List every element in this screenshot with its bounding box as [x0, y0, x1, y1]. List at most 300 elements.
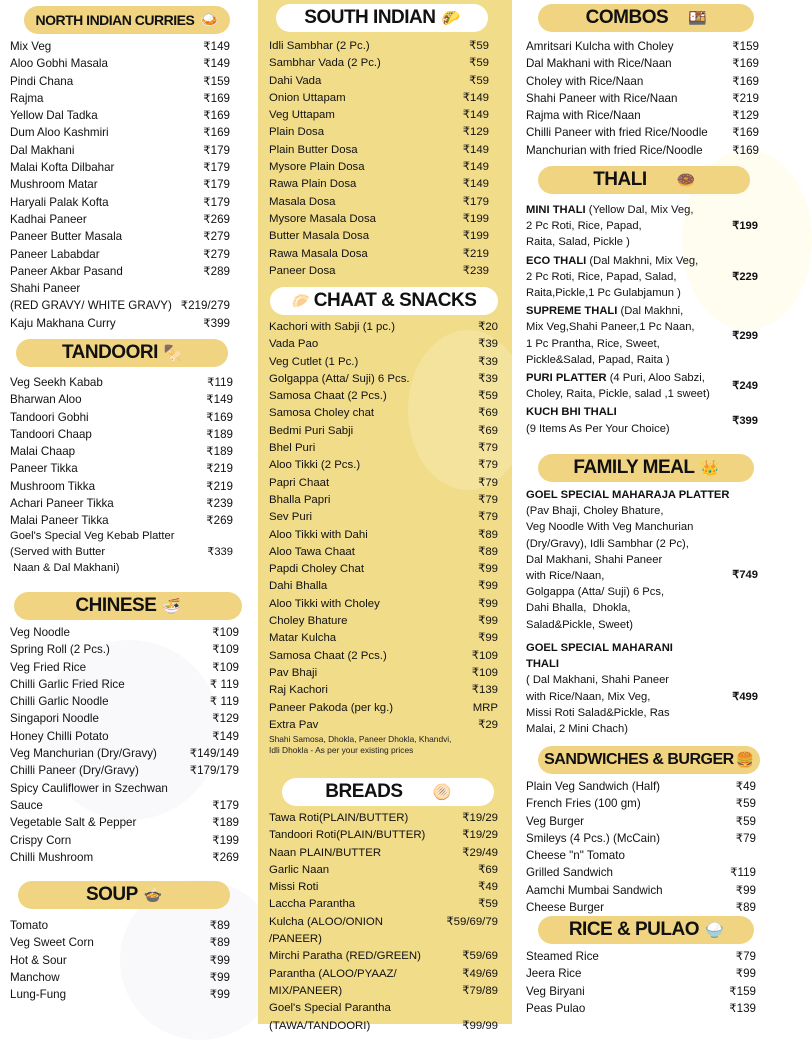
- menu-item: [269, 38, 489, 55]
- menu-item: [10, 38, 230, 55]
- thali-item: [526, 404, 758, 436]
- item-price: ₹199: [462, 212, 489, 225]
- item-name: Malai Paneer Tikka: [10, 514, 109, 528]
- item-name: Idli Sambhar (2 Pc.): [269, 40, 370, 52]
- section-header-soup: [18, 881, 230, 909]
- item-price: ₹49/69: [462, 967, 498, 980]
- item-name: Shahi Paneer with Rice/Naan: [526, 91, 678, 105]
- item-name: Achari Paneer Tikka: [10, 497, 114, 511]
- menu-item: [526, 73, 759, 90]
- item-heading: GOEL SPECIAL MAHARANI: [526, 642, 673, 654]
- item-name: Vegetable Salt & Pepper: [10, 816, 137, 830]
- item-price: ₹169: [203, 126, 230, 140]
- item-name: Jeera Rice: [526, 967, 582, 981]
- item-price: ₹189: [206, 445, 233, 459]
- menu-item: [269, 423, 498, 440]
- menu-item: [269, 124, 489, 141]
- menu-item: [269, 578, 498, 595]
- item-price: ₹59: [469, 74, 489, 87]
- menu-item: [10, 745, 239, 762]
- menu-item: [10, 952, 230, 969]
- item-price: ₹19/29: [462, 812, 498, 824]
- item-price: ₹149: [462, 161, 489, 174]
- item-name: Mushroom Matar: [10, 178, 98, 192]
- item-name: MIX/PANEER): [269, 984, 343, 997]
- item-price: ₹279: [203, 230, 230, 244]
- item-name: Papri Chaat: [269, 476, 330, 489]
- item-price: ₹269: [203, 212, 230, 226]
- item-name: Plain Dosa: [269, 126, 325, 139]
- menu-item: [269, 246, 489, 263]
- menu-item: [10, 986, 230, 1003]
- item-name: Tawa Roti(PLAIN/BUTTER): [269, 812, 409, 824]
- burger-icon: 🍔: [735, 752, 754, 769]
- item-price: ₹249: [732, 380, 758, 393]
- item-price: ₹199: [212, 833, 239, 847]
- menu-item: [269, 665, 498, 682]
- menu-item: [269, 983, 498, 1000]
- item-name: Kachori with Sabji (1 pc.): [269, 321, 395, 333]
- noodles-icon: 🍜: [162, 598, 181, 615]
- item-name: Sauce: [10, 798, 43, 812]
- item-description: (9 Items As Per Your Choice): [526, 422, 670, 435]
- column-right: [512, 0, 768, 1024]
- item-price: ₹159: [203, 74, 230, 88]
- item-name: Lung-Fung: [10, 988, 67, 1002]
- item-price: ₹99: [478, 615, 498, 628]
- item-name: Grilled Sandwich: [526, 866, 613, 880]
- menu-item: [10, 228, 230, 245]
- section-title: CHINESE: [75, 595, 157, 616]
- item-price: ₹29/49: [462, 846, 498, 859]
- menu-item: [10, 73, 230, 90]
- menu-item: [10, 710, 239, 727]
- menu-item: [269, 336, 498, 353]
- item-price: ₹129: [462, 126, 489, 139]
- item-price: ₹289: [203, 264, 230, 278]
- item-name: Masala Dosa: [269, 195, 336, 208]
- section-title: TANDOORI: [61, 342, 158, 363]
- menu-item: [269, 371, 498, 388]
- item-price: ₹499: [732, 691, 758, 703]
- thali-item: [526, 202, 758, 251]
- item-description: Mix Veg,Shahi Paneer,1 Pc Naan,: [526, 321, 695, 334]
- item-name: Veg Cutlet (1 Pc.): [269, 355, 359, 368]
- tandoori-list: [10, 374, 233, 530]
- item-heading: KUCH BHI THALI: [526, 406, 617, 419]
- section-title: RICE & PULAO: [568, 919, 699, 940]
- description-line: Dal Makhani, Shahi Paneer: [526, 553, 663, 566]
- menu-item: [526, 55, 759, 72]
- section-title: CHAAT & SNACKS: [313, 290, 477, 311]
- item-name: Manchurian with fried Rice/Noodle: [526, 143, 703, 157]
- item-price: ₹179: [462, 195, 489, 208]
- menu-item: [526, 107, 759, 124]
- item-name: Aloo Tikki with Dahi: [269, 528, 368, 541]
- item-name: Goel's Special Parantha: [269, 1002, 391, 1015]
- item-name: Aloo Tikki (2 Pcs.): [269, 459, 361, 472]
- item-price: ₹149: [462, 178, 489, 191]
- item-price: ₹199: [732, 220, 758, 233]
- item-price: ₹99: [478, 597, 498, 610]
- description-line: Salad&Pickle, Sweet): [526, 618, 633, 631]
- item-name: Dum Aloo Kashmiri: [10, 126, 109, 140]
- menu-item: [526, 778, 756, 795]
- item-price: ₹99/99: [462, 1019, 498, 1032]
- thali-list: [526, 202, 758, 439]
- item-name: Parantha (ALOO/PYAAZ/: [269, 967, 397, 980]
- description-line: (Pav Bhaji, Choley Bhature,: [526, 505, 664, 518]
- item-name: Plain Butter Dosa: [269, 143, 358, 156]
- menu-item: [10, 917, 230, 934]
- item-name: Hot & Sour: [10, 953, 67, 967]
- item-name: Dahi Vada: [269, 74, 322, 87]
- menu-item: [10, 159, 230, 176]
- item-name: Amritsari Kulcha with Choley: [526, 40, 674, 53]
- item-name: Raj Kachori: [269, 684, 328, 697]
- item-price: ₹189: [206, 427, 233, 441]
- item-price: ₹89: [209, 936, 230, 950]
- item-name: (RED GRAVY/ WHITE GRAVY): [10, 299, 172, 313]
- menu-item: [526, 899, 756, 916]
- item-price: ₹169: [732, 126, 759, 140]
- breads-list: [269, 810, 498, 1035]
- item-name: Chilli Garlic Noodle: [10, 695, 109, 709]
- item-description: Raita, Salad, Pickle ): [526, 236, 630, 249]
- menu-item: [269, 475, 498, 492]
- item-name: Mysore Plain Dosa: [269, 161, 365, 174]
- section-title: BREADS: [325, 781, 403, 802]
- menu-item: [269, 405, 498, 422]
- menu-item: [269, 354, 498, 371]
- menu-item: [10, 443, 233, 460]
- description-line: Veg Noodle With Veg Manchurian: [526, 521, 694, 534]
- menu-item: [10, 460, 233, 477]
- item-price: ₹169: [203, 91, 230, 105]
- thali-item: [526, 303, 758, 368]
- menu-item: [269, 176, 489, 193]
- item-name: Onion Uttapam: [269, 91, 346, 104]
- menu-item: [526, 90, 759, 107]
- item-price: ₹169: [732, 143, 759, 157]
- menu-item: [269, 648, 498, 665]
- menu-item: [10, 142, 230, 159]
- menu-item: [269, 879, 498, 896]
- menu-item: [526, 795, 756, 812]
- item-name: Choley Bhature: [269, 615, 348, 628]
- item-price: ₹399: [732, 414, 758, 427]
- menu-item: [269, 527, 498, 544]
- menu-item: [10, 495, 233, 512]
- menu-item: [269, 159, 489, 176]
- chaat-list: [269, 319, 498, 734]
- item-price: ₹69: [478, 863, 498, 876]
- description-line: (Dry/Gravy), Idli Sambhar (2 Pc),: [526, 537, 689, 550]
- menu-item: [10, 176, 230, 193]
- item-name: French Fries (100 gm): [526, 797, 641, 811]
- item-description: 2 Pc Roti, Rice, Papad,: [526, 220, 642, 233]
- menu-item: [10, 624, 239, 641]
- item-name: Smileys (4 Pcs.) (McCain): [526, 831, 660, 845]
- item-price: MRP: [472, 701, 498, 714]
- item-price: ₹49: [735, 780, 756, 793]
- description-line: with Rice/Naan, Mix Veg,: [526, 690, 651, 703]
- item-price: ₹169: [203, 109, 230, 123]
- item-name: Veg Manchurian (Dry/Gravy): [10, 747, 157, 761]
- item-price: ₹109: [471, 649, 498, 662]
- item-price: ₹59/69/79: [446, 915, 498, 928]
- section-header-sandwiches: [538, 746, 760, 774]
- item-name: Laccha Parantha: [269, 898, 356, 911]
- item-price: ₹749: [732, 569, 758, 581]
- item-price: ₹279: [203, 247, 230, 261]
- menu-item: [10, 969, 230, 986]
- item-price: ₹99: [735, 883, 756, 897]
- section-header-chinese: [14, 592, 242, 620]
- description-line: Malai, 2 Mini Chach): [526, 723, 628, 736]
- menu-item: [10, 780, 239, 797]
- menu-item: [269, 700, 498, 717]
- section-header-breads: [282, 778, 494, 806]
- item-name: Chilli Paneer (Dry/Gravy): [10, 764, 139, 778]
- menu-item: [269, 966, 498, 983]
- item-price: ₹229: [732, 270, 758, 283]
- menu-item: [269, 107, 489, 124]
- soup-list: [10, 917, 230, 1003]
- item-name: (Served with Butter: [10, 546, 106, 559]
- section-title: NORTH INDIAN CURRIES: [35, 12, 195, 28]
- item-name: Veg Fried Rice: [10, 660, 87, 674]
- item-name: Mirchi Paratha (RED/GREEN): [269, 950, 421, 963]
- item-name: Haryali Palak Kofta: [10, 195, 109, 209]
- item-price: ₹149: [462, 91, 489, 104]
- item-price: ₹59: [478, 898, 498, 911]
- item-name: Aloo Tawa Chaat: [269, 545, 355, 558]
- curry-icon: 🍛: [200, 12, 219, 29]
- item-price: ₹339: [207, 546, 233, 558]
- item-price: ₹149: [462, 143, 489, 156]
- item-name: Rawa Masala Dosa: [269, 247, 368, 260]
- item-name: Tandoori Chaap: [10, 427, 92, 441]
- item-name: Paneer Akbar Pasand: [10, 264, 123, 278]
- item-heading: SUPREME THALI: [526, 305, 618, 318]
- item-price: ₹39: [478, 372, 498, 385]
- menu-item: [269, 319, 498, 336]
- item-price: ₹ 119: [209, 695, 239, 709]
- menu-item: [269, 55, 489, 72]
- item-price: ₹89: [735, 901, 756, 915]
- item-name: Kadhai Paneer: [10, 212, 87, 226]
- item-name: Bhel Puri: [269, 442, 316, 455]
- rice-icon: 🍚: [705, 922, 724, 939]
- menu-item: [10, 762, 239, 779]
- menu-item: [269, 596, 498, 613]
- menu-item: [10, 426, 233, 443]
- item-name: Paneer Tikka: [10, 462, 78, 476]
- description-line: ( Dal Makhani, Shahi Paneer: [526, 674, 670, 687]
- menu-item: [10, 211, 230, 228]
- item-name: Singapori Noodle: [10, 712, 99, 726]
- item-name: Yellow Dal Tadka: [10, 109, 98, 123]
- item-price: ₹59/69: [462, 950, 498, 963]
- item-price: ₹219: [206, 462, 233, 476]
- item-price: ₹299: [732, 329, 758, 342]
- menu-item: [10, 676, 239, 693]
- item-name: Rawa Plain Dosa: [269, 178, 357, 191]
- menu-item: [526, 1000, 756, 1017]
- item-price: ₹159: [732, 40, 759, 53]
- section-title: SOUTH INDIAN: [304, 7, 436, 28]
- item-name: Garlic Naan: [269, 863, 330, 876]
- item-name: Chilli Paneer with fried Rice/Noodle: [526, 126, 708, 140]
- item-name: Spicy Cauliflower in Szechwan: [10, 781, 168, 795]
- menu-item: [526, 813, 756, 830]
- column-middle: [258, 0, 512, 1032]
- menu-item: [269, 613, 498, 630]
- menu-item: [269, 862, 498, 879]
- item-description: 2 Pc Roti, Rice, Papad, Salad,: [526, 270, 677, 283]
- item-price: ₹179: [203, 161, 230, 175]
- item-price: ₹219/279: [180, 299, 230, 313]
- item-price: ₹239: [206, 497, 233, 511]
- item-name: Veg Burger: [526, 814, 585, 828]
- item-price: ₹109: [212, 643, 239, 657]
- menu-item: [269, 388, 498, 405]
- menu-item: [526, 983, 756, 1000]
- item-price: ₹129: [212, 712, 239, 726]
- kebab-platter-item: [10, 528, 233, 577]
- menu-item: [269, 440, 498, 457]
- item-name: Matar Kulcha: [269, 632, 337, 645]
- item-price: ₹29: [478, 718, 498, 731]
- item-name: Butter Masala Dosa: [269, 230, 370, 243]
- item-heading: GOEL SPECIAL MAHARAJA PLATTER: [526, 489, 730, 501]
- item-description: Raita,Pickle,1 Pc Gulabjamun ): [526, 287, 681, 300]
- north-indian-list: [10, 38, 230, 332]
- thali-item: [526, 253, 758, 302]
- menu-item: [269, 544, 498, 561]
- samosa-icon: 🥟: [291, 293, 310, 310]
- item-name: Shahi Paneer: [10, 282, 81, 296]
- menu-item: [10, 55, 230, 72]
- item-price: ₹79: [478, 511, 498, 524]
- item-price: ₹149: [203, 40, 230, 53]
- item-price: ₹99: [478, 580, 498, 593]
- item-name: Mysore Masala Dosa: [269, 212, 376, 225]
- item-price: ₹69: [478, 424, 498, 437]
- menu-item: [526, 864, 756, 881]
- item-price: ₹269: [212, 850, 239, 864]
- item-price: ₹219: [732, 91, 759, 105]
- item-price: ₹79/89: [462, 984, 498, 997]
- menu-item: [526, 847, 756, 864]
- item-name: /PANEER): [269, 933, 322, 946]
- item-name: Vada Pao: [269, 338, 319, 351]
- maharaja-platter-item: [526, 487, 758, 633]
- item-description: (Dal Makhni, Mix Veg,: [586, 254, 699, 267]
- item-name: Kulcha (ALOO/ONION: [269, 915, 383, 928]
- item-heading: PURI PLATTER: [526, 372, 607, 385]
- item-price: ₹169: [206, 410, 233, 424]
- menu-item: [526, 882, 756, 899]
- item-name: Paneer Lababdar: [10, 247, 100, 261]
- item-price: ₹169: [732, 57, 759, 71]
- item-price: ₹79: [478, 442, 498, 455]
- item-price: ₹99: [478, 563, 498, 576]
- menu-item: [10, 194, 230, 211]
- description-line: Golgappa (Atta/ Suji) 6 Pcs,: [526, 586, 665, 599]
- item-name: Veg Sweet Corn: [10, 936, 94, 950]
- item-price: ₹59: [478, 390, 498, 403]
- maharani-thali-item: [526, 640, 758, 737]
- menu-item: [10, 659, 239, 676]
- menu-item: [269, 1000, 498, 1017]
- item-price: ₹79: [735, 831, 756, 845]
- item-name: Samosa Chaat (2 Pcs.): [269, 390, 387, 403]
- menu-item: [269, 682, 498, 699]
- item-price: ₹20: [478, 321, 498, 333]
- item-price: ₹59: [469, 57, 489, 70]
- item-price: ₹159: [729, 984, 756, 998]
- menu-item: [526, 830, 756, 847]
- dosa-icon: 🌮: [441, 10, 460, 27]
- item-price: ₹119: [730, 866, 756, 880]
- menu-item: [526, 965, 756, 982]
- item-price: ₹199: [462, 230, 489, 243]
- item-price: ₹89: [478, 528, 498, 541]
- item-name: Veg Noodle: [10, 626, 70, 639]
- item-description: [526, 503, 758, 633]
- column-left: [0, 0, 258, 1024]
- item-price: ₹149: [212, 729, 239, 743]
- item-price: ₹39: [478, 338, 498, 351]
- item-price: ₹219: [206, 479, 233, 493]
- thali-icon: 🍩: [676, 172, 695, 189]
- menu-item: [269, 827, 498, 844]
- menu-item: [10, 315, 230, 332]
- south-indian-list: [269, 38, 489, 280]
- item-price: ₹79: [735, 950, 756, 963]
- item-name: Samosa Choley chat: [269, 407, 375, 420]
- menu-item: [269, 263, 489, 280]
- item-name: Pav Bhaji: [269, 666, 318, 679]
- menu-item: [269, 1018, 498, 1035]
- item-name: Bedmi Puri Sabji: [269, 424, 354, 437]
- item-price: ₹179: [203, 143, 230, 157]
- item-price: ₹79: [478, 476, 498, 489]
- item-name: Dahi Bhalla: [269, 580, 328, 593]
- menu-item: [10, 934, 230, 951]
- item-name: Veg Seekh Kabab: [10, 376, 103, 389]
- menu-item: [269, 561, 498, 578]
- item-price: ₹179: [212, 798, 239, 812]
- item-name: Malai Chaap: [10, 445, 76, 459]
- item-name: Extra Pav: [269, 718, 319, 731]
- menu-item: [10, 90, 230, 107]
- item-price: ₹89: [209, 919, 230, 932]
- item-name: Cheese Burger: [526, 901, 604, 915]
- menu-item: [269, 931, 498, 948]
- section-header-family-meal: [538, 454, 754, 482]
- item-name: Malai Kofta Dilbahar: [10, 161, 115, 175]
- item-price: ₹99: [209, 988, 230, 1002]
- item-name: Manchow: [10, 970, 60, 984]
- item-name: Dal Makhani: [10, 143, 75, 157]
- item-name: Missi Roti: [269, 881, 319, 894]
- note-line: Idli Dhokla - As per your existing prices: [269, 745, 414, 755]
- item-description: (Yellow Dal, Mix Veg,: [585, 204, 694, 216]
- menu-item: [10, 107, 230, 124]
